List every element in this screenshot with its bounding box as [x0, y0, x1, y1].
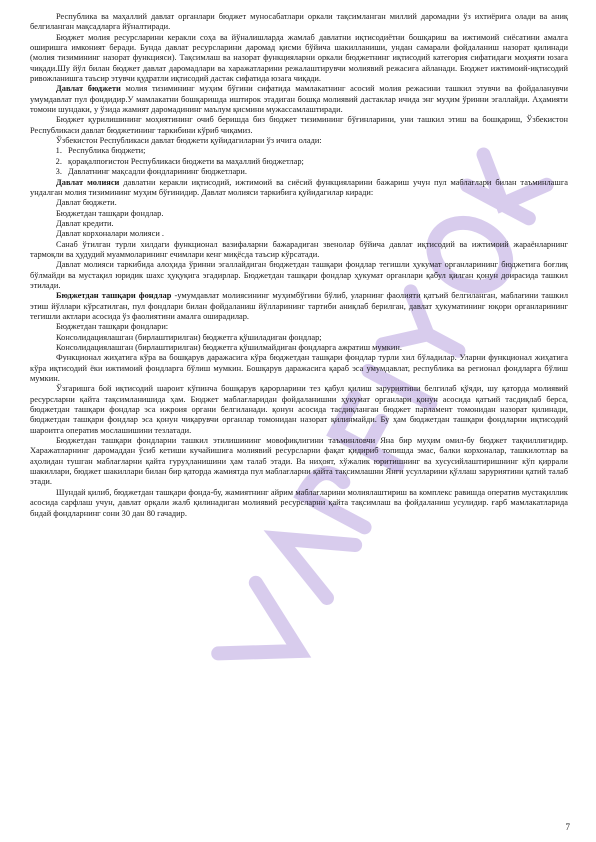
term-bold: Давлат молияси: [56, 177, 120, 187]
paragraph: Бюджетдан ташқари фондлар -умумдавлат молиясининг муҳимбўгини бўлиб, уларнинг фаолияти қатъий белгиланган, маблағини ташкил этиш йўллари кўрсатилган, пул фондлари билан фойдаланиш йўлларининг тартиби аниқлаб берилган, давлат ҳукуматининг юқори органларининг тегишли актлари асосида ўз фаолиятини амалга оширадилар.: [30, 291, 568, 321]
term-bold: Бюджетдан ташқари фондлар: [56, 291, 172, 301]
numbered-list: [30, 146, 568, 177]
paragraph: Республика ва маҳаллий давлат органлари бюджет муносабатлари оркали тақсимланган миллий даромадни ўз ихтиёрига олади ва аниқ белгиланган мақсадларга йўналтиради.: [30, 12, 568, 32]
paragraph: Бюджет қурилишининг моҳиятининг очиб беришда биз бюджет тизимининг бўғинларини, уни ташкил этиш ва бошқариш, Ўзбекистон Республикаси давлат бюджетининг таркибини кўриб чиқамиз.: [30, 115, 568, 135]
paragraph: Ўзгаришга бой иқтисодий шароит кўпинча бошқарув қарорларини тез қабул қилиш заруриятини белгилаб қўяди, шу қаторда молиявий ресурсларни қайта тақсимланишида ҳам. Бюджет маблағларидан фойдаланишни ҳукумат органлари қонун асосида қатъий тасдиқлаб берса, бюджетдан ташқари фондлар эса ижроия органи белгиланади. қонун асосида тасдиқланган бюджет парламент томонидан назорат қилинади, бюджетдан ташқари фондлар эса қонун чиқарувчи органлар томонидан назорат қилинмайди. Бу ҳам бюджетдан ташқари фондларни иқтисодий шароитга оператив мослашишини тезлатади.: [30, 384, 568, 435]
paragraph: Шундай қилиб, бюджетдан ташқари фонда-бу, жамиятнинг айрим маблағларини молиялаштириш ва комплекс равишда оператив мустақиллик асосида сарфлаш учун, давлат орқали жалб қилинадиган молиявий ресурсларни қайта тақсимлаш ва фойдаланиш усулидир. ғарб мамлакатларида бндай фондларнинг сони 30 дан 80 гачадир.: [30, 487, 568, 518]
list-item: Давлат бюджети.: [56, 198, 117, 208]
list-item: 1. Республика бюджети;: [64, 146, 568, 156]
paragraph: Функционал жиҳатига кўра ва бошқарув даражасига кўра бюджетдан ташқари фондлар турли хил бўладилар. Уларни функционал жиҳатига кўра иқтисодий ёки ижтимоий фондларга бўлиш мумкин. Бошқарув даражасига қараб эса умумдавлат, республика ва регионал фондларга бўлиш мумкин.: [30, 353, 568, 384]
paragraph: Давлат бюджети молия тизимининг муҳим бўгини сифатида мамлакатнинг асосий молия режасини ташкил этувчи ва фойдаланувчи умумдавлат пул фондидир.У мамлакатни бошқаришда иштирок этадиган бошқа молиявий дастаклар ичида энг муҳим ўринни эгаллайди. Аҳамияти томони шундаки, у ўзида жамият даромадининг маълум қисмини мужассамлаштиради.: [30, 84, 568, 115]
paragraph: Давлат молияси давлатни керакли иқтисодий, ижтимоий ва сиёсий функцияларини бажариш учун пул маблағлари билан таъминлашга ундалган молия тизимининг муҳим бўғинидир. Давлат молияси таркибига қуйидагилар киради:: [30, 177, 568, 197]
list-item: Давлат корхоналари молияси .: [56, 229, 164, 239]
paragraph: Бюджет молия ресурсларини керакли соҳа ва йўналишларда жамлаб давлатни иқтисодиётни бошқариш ва ижтимоий сиёсатини амалга оширишга имконият беради. Бунда давлат ресурсларини даромад қисми бўйича шакилланиши, ундан самарали фойдаланиш назорат қилинади (молия тизимининг назорат функцияси). Тақсимлаш ва назорат функцияларни оркали бюджетнинг иқтисодий категория сифатидаги моҳияти юзага чиқади.Шу йўл билан бюджет давлат даромадлари ва харажатларини режалаштирувчи молиявий режасига айланади. Бюджет ижтимоий-иқтисодий ривожланишга таъсир этувчи қудратли иқтисодий дастак сифатида юзага чиқади.: [30, 32, 568, 84]
paragraph: Бюджетдан ташқари фондларни ташкил этилишининг мовофиқлигини таъминловчи Яна бир муҳим омил-бу бюджет тақчиллигидир. Харажатларнинг даромаддан ўсиб кетиши кучайишига молиявий ресурсларни фақат қидириб топишда эмас, балки корхоналар, ташкилотлар ва аҳолидан тушган маблағларни қайта гуруҳланишини ҳам талаб этади. Ва ниҳоят, хўжалик юритишнинг ва хусусийлаштиришнинг кўп қиррали шакиллари, бюджет шакиллари билан бир қаторда жамиятда пул маблағларни қайта тақсимлашни Янги усулларини қўллаш заруриятини қатий талаб этади.: [30, 436, 568, 487]
paragraph: Ўзбекистон Республикаси давлат бюджети қуйидагиларни ўз ичига олади:: [56, 136, 322, 146]
page-number: 7: [565, 821, 570, 832]
list-item: Консолидациялашган (бирлаштирилган) бюджетга қўшиладиган фондлар;: [56, 332, 322, 342]
list-item: Консолидациялашган (бирлаштирилган) бюджетга қўшилмайдиган фондларга ажратиш мумкин.: [56, 343, 402, 352]
paragraph: Бюджетдан ташқари фондлари:: [56, 322, 169, 332]
paragraph: Давлат молияси таркибида алоҳида ўринни эгаллайдиган бюджетдан ташқари фондлар тегишли ҳукумат органларининг бюджетига боғлиқ бўлмайди ва мустақил юридик шахс ҳуқуқига эгадирлар. Бюджетдан ташқари фондлар ҳукумат органлари қабул қилган қонун доирасида ташкил этилади.: [30, 260, 568, 290]
list-item: Бюджетдан ташқари фондлар.: [56, 208, 164, 218]
paragraph: Санаб ўтилган турли хилдаги функционал вазифаларни бажарадиган звенолар бўйича давлат иқтисодий ва ижтимоий жараёнларнинг тармоқли ва ҳудудий муаммоларининг ечимлари кенг миқёсда таъсир кўрсатади.: [30, 239, 568, 259]
term-bold: Давлат бюджети: [56, 84, 121, 94]
list-item: 3. Давлатнинг мақсадли фондларининг бюджетлари.: [64, 167, 568, 177]
list-item: 2. қорақалпоғистон Республикаси бюджети ва маҳаллий бюджетлар;: [64, 157, 568, 167]
list-item: Давлат кредити.: [56, 218, 114, 228]
document-body: [30, 12, 568, 519]
